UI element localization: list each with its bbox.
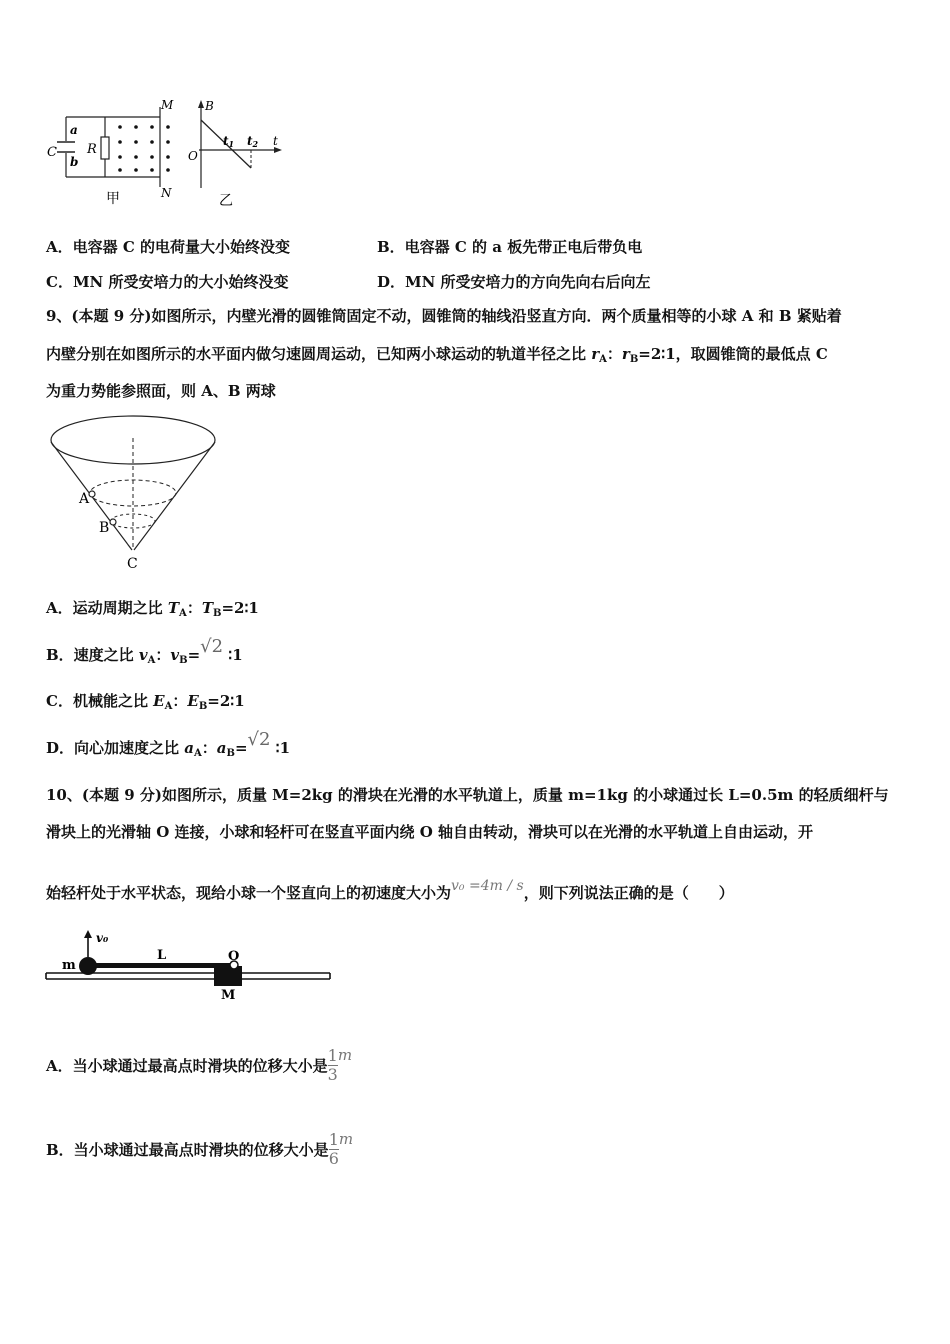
fraction-one-third: $\frac{1}{3}$ xyxy=(327,1045,338,1084)
q9-stem-line2: 内壁分别在如图所示的水平面内做匀速圆周运动，已知两小球运动的轨道半径之比 $r_A$：$r_B=2∶1$，取圆锥筒的最低点 C xyxy=(46,345,828,365)
label-N: N xyxy=(161,186,172,200)
q10-stem-line3: 始轻杆处于水平状态，现给小球一个竖直向上的初速度大小为v₀ =4m / s，则下列说法正确的是（ ） xyxy=(46,878,734,902)
label-B-axis: B xyxy=(205,99,214,113)
q8-option-b: B．电容器 C 的 a 板先带正电后带负电 xyxy=(377,238,643,256)
q10-option-a: A．当小球通过最高点时滑块的位移大小是 $\frac{1}{3}$ m xyxy=(46,1045,353,1084)
cone-label-B: B xyxy=(99,520,110,536)
label-t-axis: t xyxy=(273,134,278,148)
label-v0: v₀ xyxy=(96,931,109,945)
fraction-one-sixth: $\frac{1}{6}$ xyxy=(328,1129,339,1168)
q8-option-c: C．MN 所受安培力的大小始终没变 xyxy=(46,273,289,291)
label-O-origin: O xyxy=(188,149,198,163)
q9-option-a: A．运动周期之比 $T_A$：$T_B=2∶1$ xyxy=(46,599,259,619)
caption-jia: 甲 xyxy=(106,191,120,207)
q9-option-b: B．速度之比 $v_A$：$v_B=√2$ ∶1 xyxy=(46,636,243,666)
figure-circuit-jia xyxy=(40,95,190,210)
label-L: L xyxy=(157,948,167,963)
caption-yi: 乙 xyxy=(219,193,233,209)
label-R: R xyxy=(87,142,97,157)
label-a: a xyxy=(70,123,78,137)
q10-option-b: B．当小球通过最高点时滑块的位移大小是 $\frac{1}{6}$ m xyxy=(46,1129,354,1168)
figure-graph-yi xyxy=(185,98,285,210)
label-M: M xyxy=(161,98,174,112)
label-t1: t1 xyxy=(223,134,235,149)
figure-cone xyxy=(45,410,225,575)
q9-option-d: D．向心加速度之比 $a_A$：$a_B=√2$ ∶1 xyxy=(46,729,291,759)
label-t2: t2 xyxy=(247,134,259,149)
q10-stem-line1: 10、(本题 9 分)如图所示，质量 M=2kg 的滑块在光滑的水平轨道上，质量 m=1kg 的小球通过长 L=0.5m 的轻质细杆与 xyxy=(46,786,889,804)
q8-option-d: D．MN 所受安培力的方向先向右后向左 xyxy=(377,273,651,291)
q10-stem-line2: 滑块上的光滑轴 O 连接，小球和轻杆可在竖直平面内绕 O 轴自由转动，滑块可以在光滑的水平轨道上自由运动，开 xyxy=(46,823,814,841)
v0-equation: v₀ =4m / s xyxy=(451,878,524,894)
cone-label-C: C xyxy=(127,556,138,572)
cone-label-A: A xyxy=(79,491,90,507)
sqrt2-b: √2 xyxy=(200,636,224,657)
q9-stem-line3: 为重力势能参照面，则 A、B 两球 xyxy=(46,382,276,400)
label-M: M xyxy=(221,988,236,1003)
q9-option-c: C．机械能之比 $E_A$：$E_B=2∶1$ xyxy=(46,692,245,712)
sqrt2-d: √2 xyxy=(247,729,271,750)
label-C: C xyxy=(47,145,57,160)
label-O: O xyxy=(228,949,240,964)
q8-option-a: A．电容器 C 的电荷量大小始终没变 xyxy=(46,238,291,256)
label-m: m xyxy=(62,958,76,973)
label-b: b xyxy=(70,155,79,169)
q9-stem-line1: 9、(本题 9 分)如图所示，内壁光滑的圆锥筒固定不动，圆锥筒的轴线沿竖直方向．两个质量相等的小球 A 和 B 紧贴着 xyxy=(46,307,842,325)
figure-slider-rod xyxy=(44,928,336,1003)
